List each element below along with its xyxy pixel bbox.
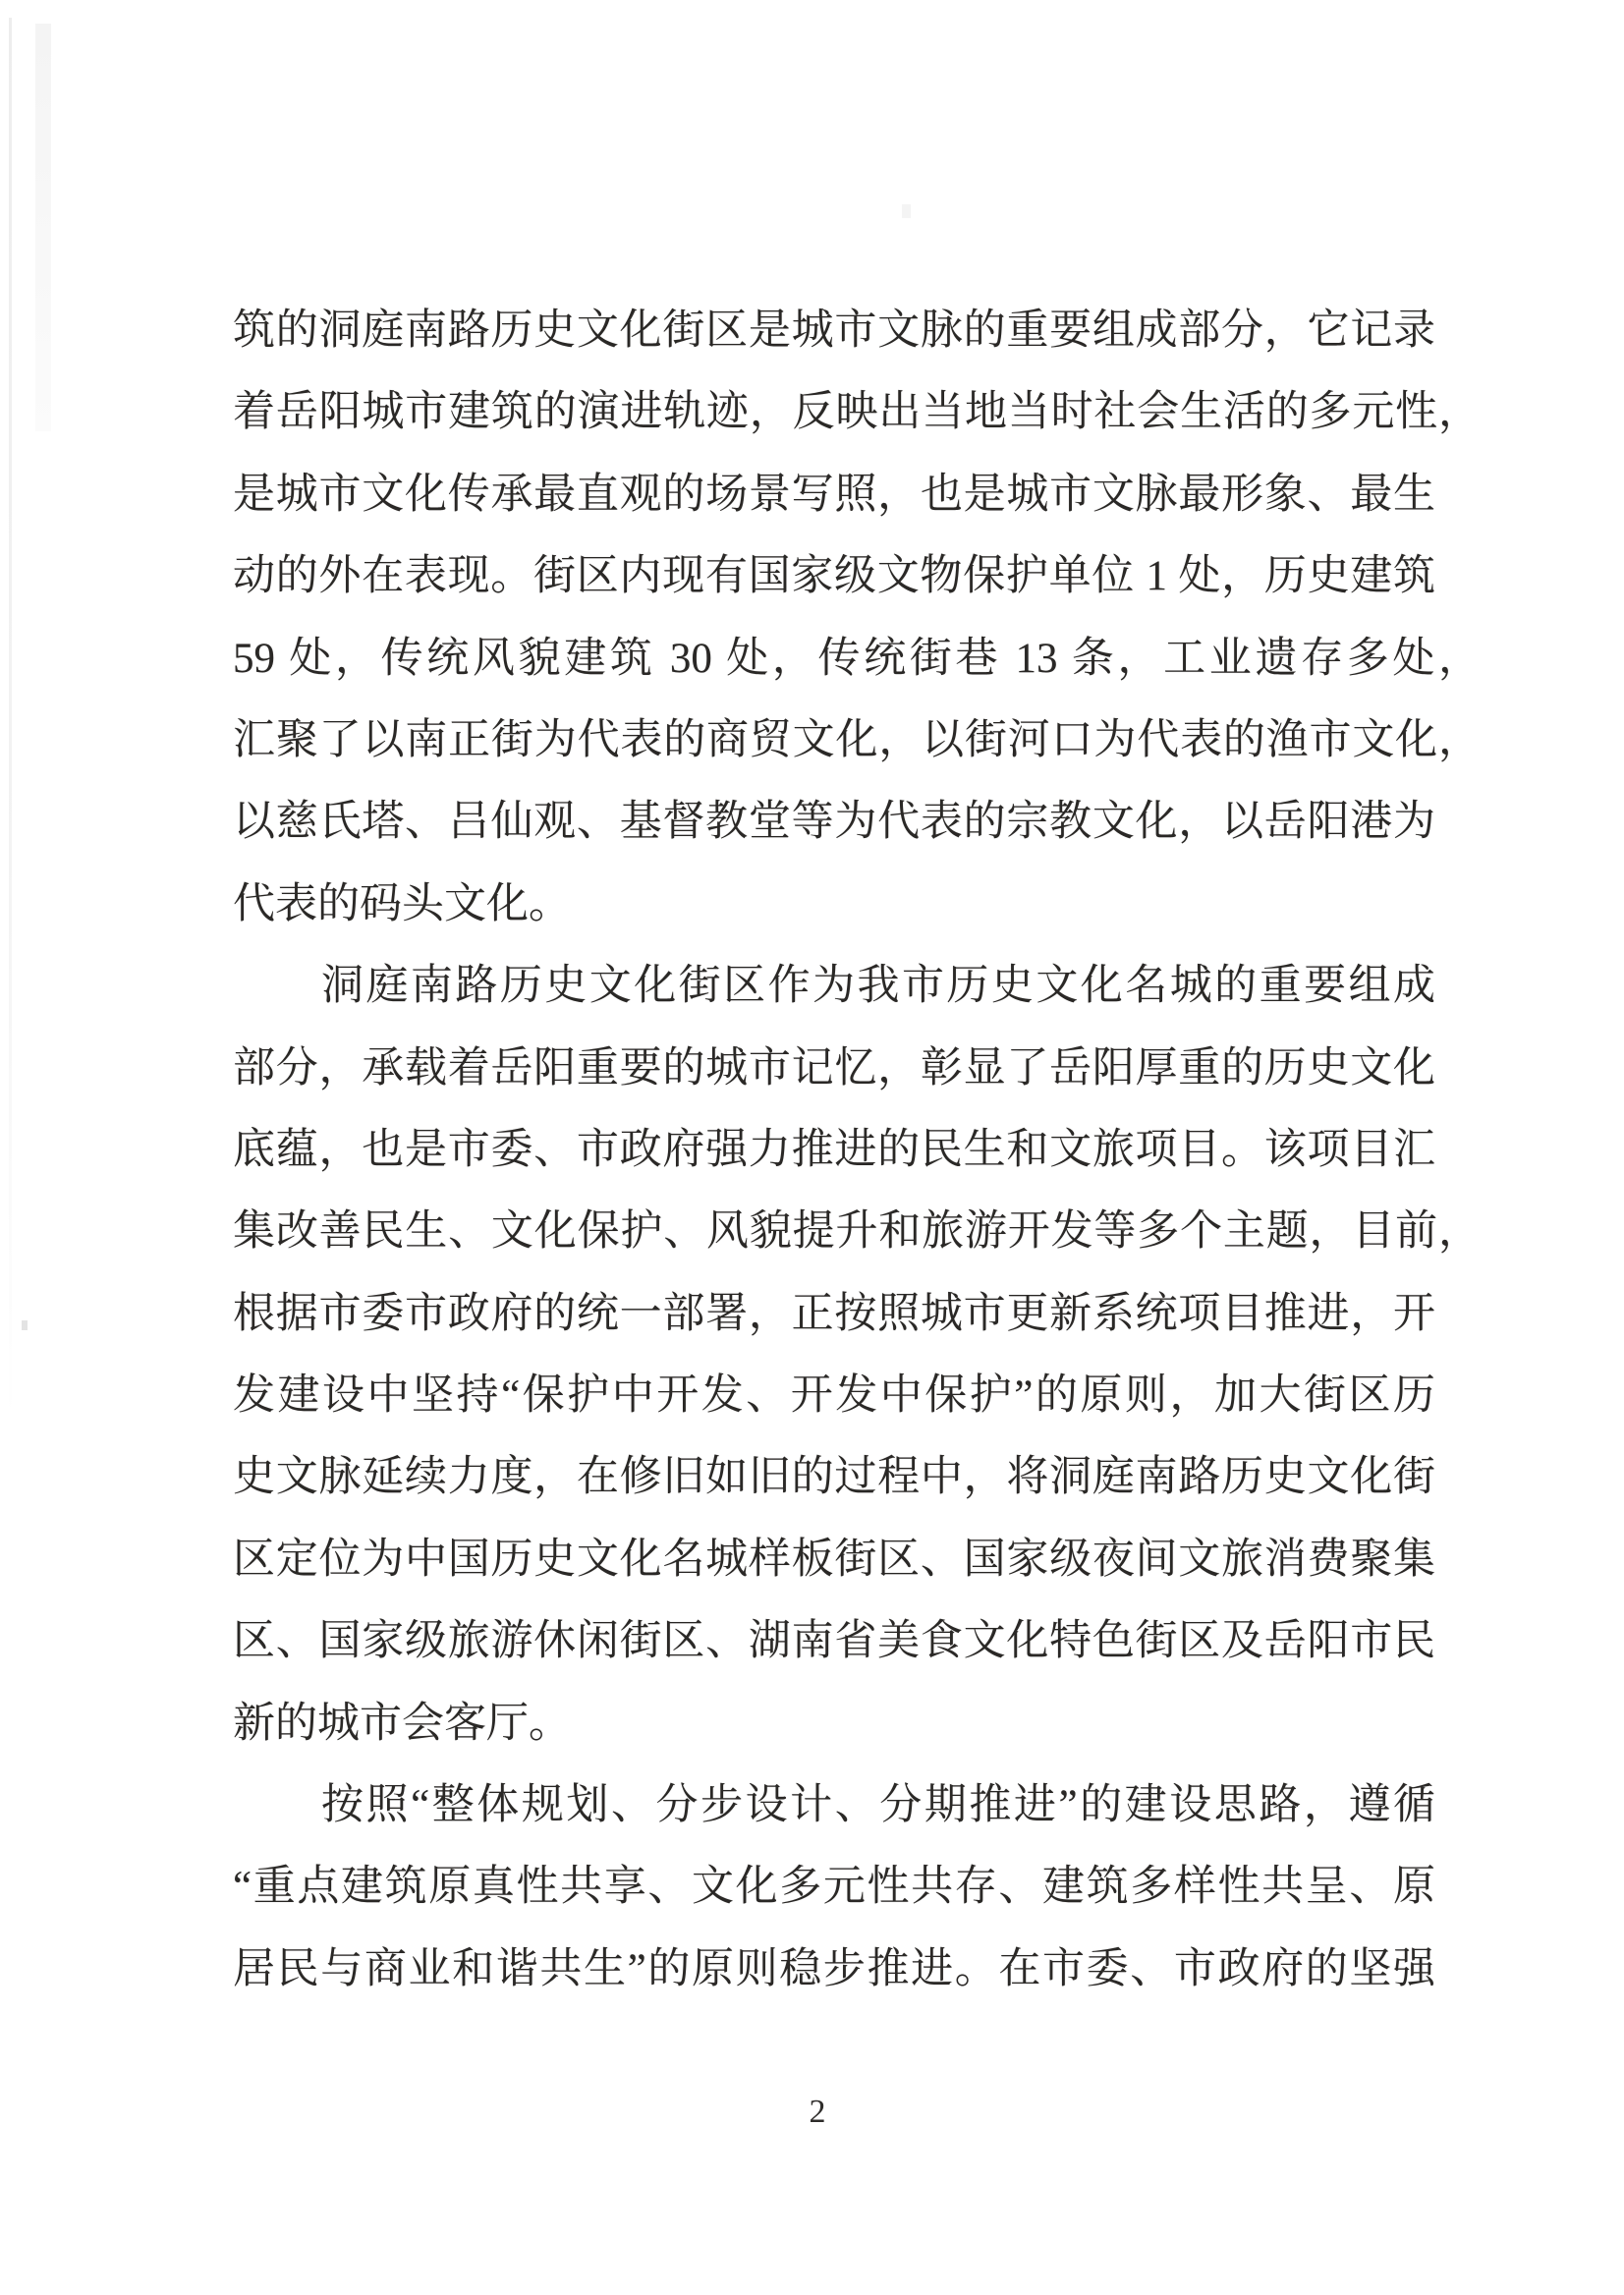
text-line: 动的外在表现。街区内现有国家级文物保护单位 1 处，历史建筑 [233, 553, 1435, 600]
text-line: 以慈氏塔、吕仙观、基督教堂等为代表的宗教文化，以岳阳港为 [233, 799, 1435, 846]
text-line: 底蕴，也是市委、市政府强力推进的民生和文旅项目。该项目汇 [233, 1126, 1435, 1173]
text-line: 洞庭南路历史文化街区作为我市历史文化名城的重要组成 [321, 963, 1435, 1010]
text-line: 汇聚了以南正街为代表的商贸文化，以街河口为代表的渔市文化， [233, 716, 1481, 763]
text-line: 筑的洞庭南路历史文化街区是城市文脉的重要组成部分，它记录 [233, 308, 1435, 354]
text-line: 居民与商业和谐共生”的原则稳步推进。在市委、市政府的坚强 [233, 1945, 1435, 1992]
text-line: 根据市委市政府的统一部署，正按照城市更新系统项目推进，开 [233, 1290, 1435, 1337]
text-line: 按照“整体规划、分步设计、分期推进”的建设思路，遵循 [321, 1782, 1435, 1829]
text-line: 集改善民生、文化保护、风貌提升和旅游开发等多个主题，目前， [233, 1208, 1481, 1256]
text-line: 新的城市会客厅。 [233, 1700, 571, 1747]
text-line: “重点建筑原真性共享、文化多元性共存、建筑多样性共呈、原 [233, 1864, 1435, 1911]
text-line: 部分，承载着岳阳重要的城市记忆，彰显了岳阳厚重的历史文化 [233, 1044, 1435, 1092]
text-line: 代表的码头文化。 [233, 880, 571, 927]
text-line: 是城市文化传承最直观的场景写照，也是城市文脉最形象、最生 [233, 471, 1435, 518]
text-line: 59 处，传统风貌建筑 30 处，传统街巷 13 条，工业遗存多处， [233, 635, 1481, 682]
text-line: 史文脉延续力度，在修旧如旧的过程中，将洞庭南路历史文化街 [233, 1454, 1435, 1501]
text-line: 区定位为中国历史文化名城样板街区、国家级夜间文旅消费聚集 [233, 1536, 1435, 1583]
scan-speck-artifact [902, 204, 911, 218]
scan-speck-artifact [22, 1320, 28, 1330]
document-body [233, 290, 1481, 2010]
text-line: 发建设中坚持“保护中开发、开发中保护”的原则，加大街区历 [233, 1372, 1435, 1420]
scan-smudge-artifact [35, 24, 51, 431]
text-line: 区、国家级旅游休闲街区、湖南省美食文化特色街区及岳阳市民 [233, 1618, 1435, 1665]
page-number: 2 [809, 2094, 826, 2130]
scan-edge-artifact [9, 18, 12, 1423]
text-line: 着岳阳城市建筑的演进轨迹，反映出当地当时社会生活的多元性， [233, 389, 1481, 436]
